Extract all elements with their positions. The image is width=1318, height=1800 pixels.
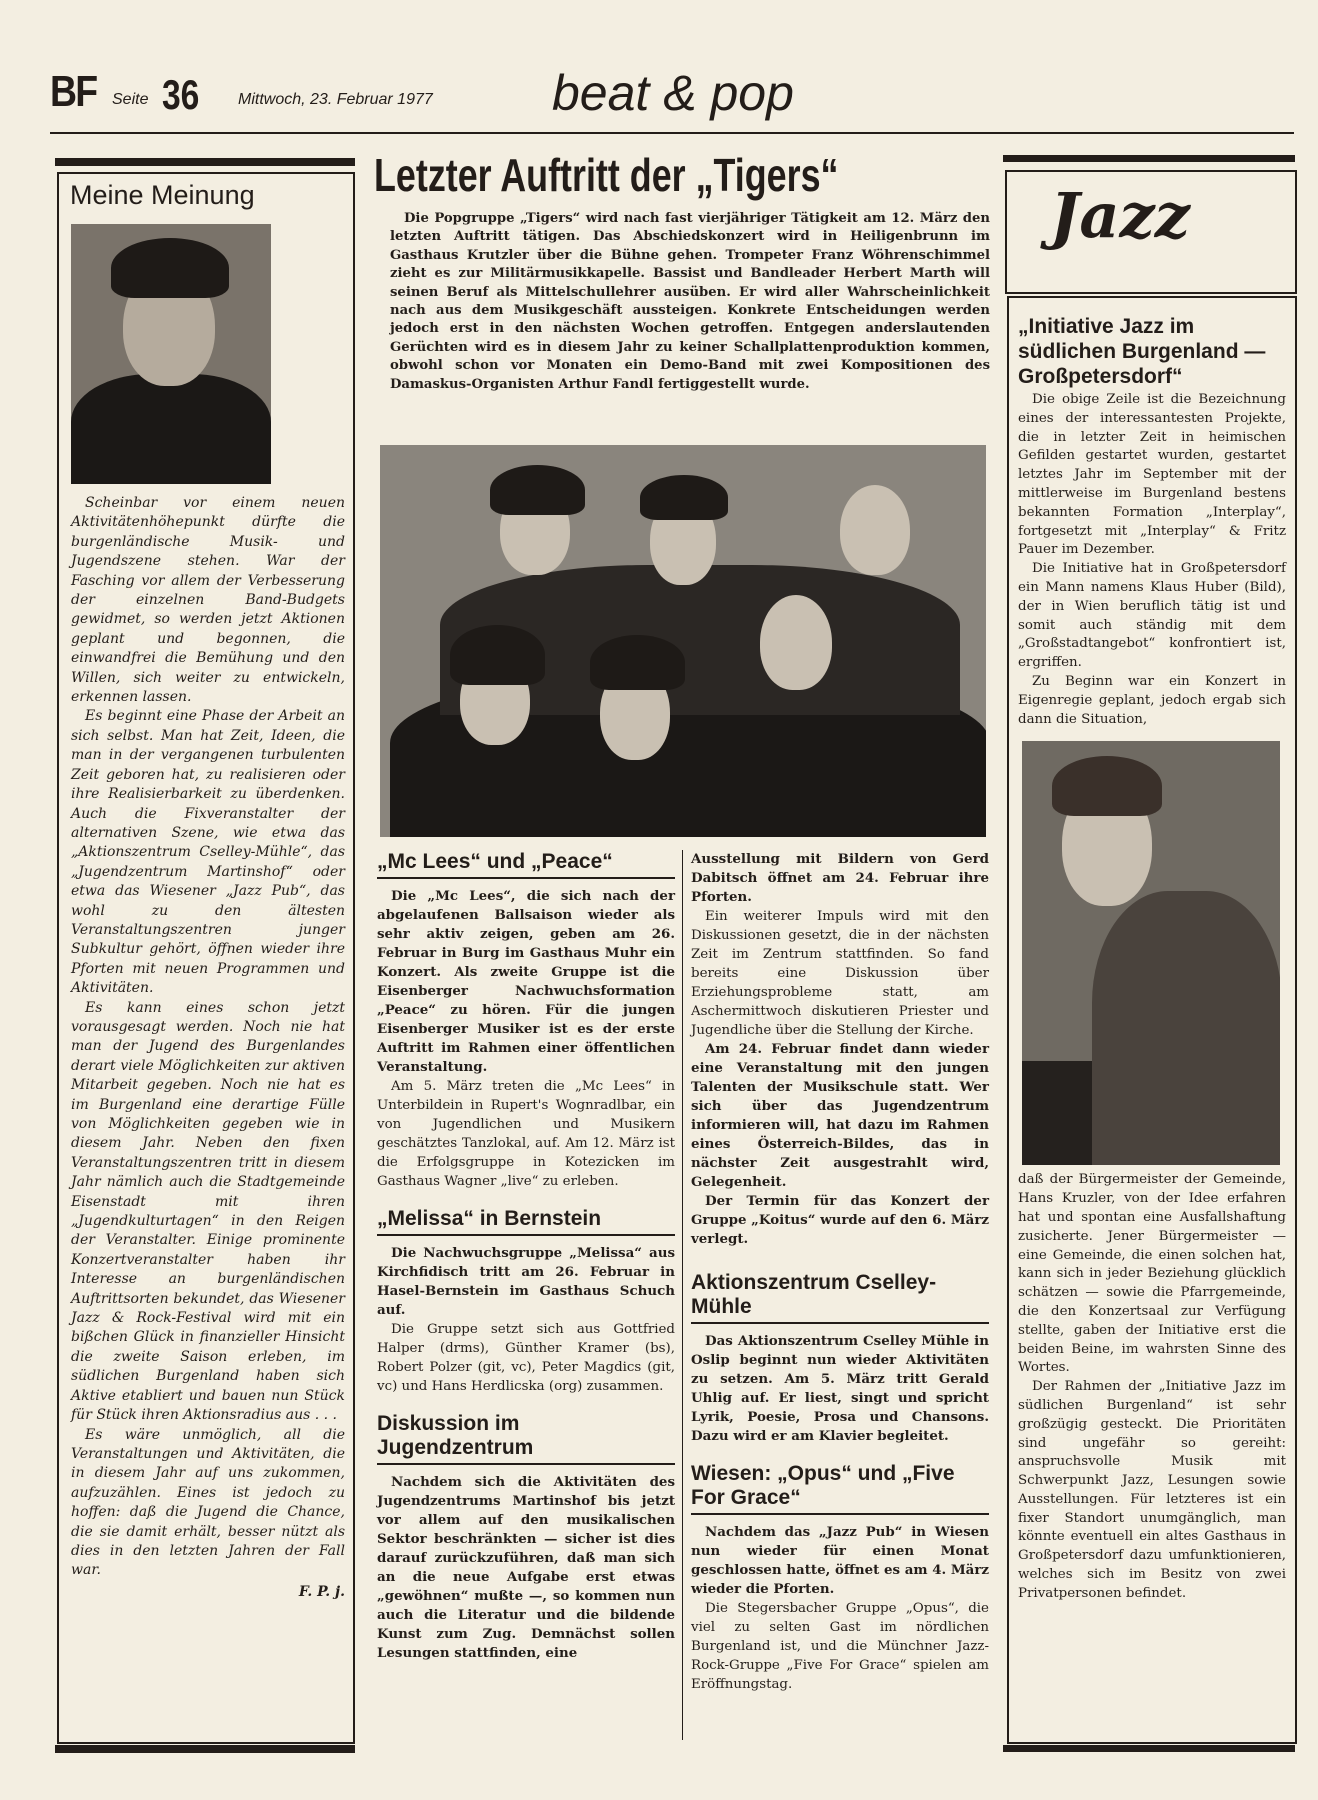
lead-paragraph: Die Popgruppe „Tigers“ wird nach fast vierjähriger Tätigkeit am 12. März den letzten Auftritt tätigen. Das Abschiedskonzert wird in Heiligenbrunn im Gasthaus Krutzler über die Bühne gehen. Trompeter Franz Wöhrenschimmel zieht es zur Militärmusikkapelle. Bassist und Bandleader Herbert Marth will seinen Beruf als Mittelschullehrer ausüben. Er wird aller Wahrscheinlichkeit nach aus dem Musikgeschäft aussteigen. Konkrete Entscheidungen werden jedoch erst in den nächsten Wochen getroffen. Entgegen anderslautenden Gerüchten wird es in diesem Jahr zu keiner Schallplattenproduktion kommen, obwohl schon vor Monaten ein Demo-Band mit zwei Kompositionen des Damaskus-Organisten Arthur Fandl fertiggestellt wurde. xyxy=(390,211,990,392)
klaus-huber-photo xyxy=(1022,741,1280,1165)
band-photo xyxy=(380,445,986,837)
article-paragraph: Die Stegersbacher Gruppe „Opus“, die viel zu selten Gast im nördlichen Burgenland ist, und die Münchner Jazz-Rock-Gruppe „Five For Grace“ spielen am Eröffnungstag. xyxy=(691,1601,989,1692)
article-paragraph: Die obige Zeile ist die Bezeichnung eines der interessantesten Projekte, die in letzter Zeit in heimischen Gefilden gestartet wurden, gestartet letztes Jahr im September mit der mittlerweise im Burgenland bestens bekannten Formation „Interplay“, fortgesetzt mit „Interplay“ & Fritz Pauer im Dezember. xyxy=(1018,392,1286,558)
subheading-aktionszentrum: Aktionszentrum Cselley-Mühle xyxy=(691,1271,989,1324)
opinion-text xyxy=(71,494,345,1603)
article-paragraph: Die Gruppe setzt sich aus Gottfried Halper (drms), Günther Kramer (bs), Robert Polzer (git, vc), Peter Magdics (git, vc) und Hans Herdlicska (org) zusammen. xyxy=(377,1322,675,1394)
opinion-paragraph: Es beginnt eine Phase der Arbeit an sich selbst. Man hat Zeit, Ideen, die man in der vergangenen turbulenten Zeit geboren hat, zu realisieren oder ihre Realisierbarkeit zu überdenken. Auch die Fixveranstalter der alternativen Szene, wie etwa das „Aktionszentrum Cselley-Mühle“, das „Jugendzentrum Martinshof“ oder etwa das Wiesener „Jazz Pub“, das wohl zu den ältesten Veranstaltungszentren junger Subkultur gehört, öffnen wieder ihre Pforten mit neuen Programmen und Aktivitäten. xyxy=(71,708,345,997)
header-rule xyxy=(50,132,1294,134)
column-divider xyxy=(682,850,683,1740)
main-headline: Letzter Auftritt der „Tigers“ xyxy=(374,149,839,201)
opinion-paragraph: Es wäre unmöglich, all die Veranstaltungen und Aktivitäten, die in diesem Jahr auf uns zukommen, aufzuzählen. Eines ist jedoch zu hoffen: daß die Jugend die Chance, die sie damit erhält, besser nützt als dies in den letzten Jahren der Fall war. xyxy=(71,1426,345,1579)
opinion-paragraph: Es kann eines schon jetzt vorausgesagt werden. Noch nie hat man der Jugend des Burgenlandes derart viele Möglichkeiten zur aktiven Mitarbeit gegeben. Noch nie hat es im Burgenland eine derartige Fülle von Möglichkeiten gegeben wie in diesem Jahr. Neben den fixen Veranstaltungszentren tritt in diesem Jahr nämlich auch die Stadtgemeinde Eisenstadt mit ihren „Jugendkulturtagen“ in den Reigen der Veranstalter. Einige prominente Konzertveranstalter haben ihr Interesse an burgenländischen Auftrittsorten bekundet, das Wiesener Jazz & Rock-Festival wird mit ein bißchen Glück in finanzieller Hinsicht die zweite Saison erleben, im südlichen Burgenland haben sich Aktive etabliert und bauen nun Stück für Stück ihren Aktionsradius aus . . . xyxy=(71,999,345,1424)
opinion-paragraph: Scheinbar vor einem neuen Aktivitätenhöhepunkt dürfte die burgenländische Musik- und Jugendszene stehen. War der Fasching vor allem der Verbesserung der einzelnen Band-Budgets gewidmet, so werden jetzt Aktionen geplant und begonnen, die einwandfrei die Bemühung und den Willen, sich weiter zu entwickeln, erkennen lassen. xyxy=(71,495,345,706)
article-paragraph: Am 24. Februar findet dann wieder eine Veranstaltung mit den jungen Talenten der Musikschule statt. Wer sich über das Jugendzentrum informieren will, hat dazu im Rahmen eines Österreich-Bildes, das in nächster Zeit ausgestrahlt wird, Gelegenheit. xyxy=(691,1041,989,1190)
jazz-title: Jazz xyxy=(1050,179,1190,252)
subheading-wiesen: Wiesen: „Opus“ und „Five For Grace“ xyxy=(691,1462,989,1515)
opinion-top-bar xyxy=(55,158,355,166)
opinion-bottom-bar xyxy=(55,1745,355,1753)
article-paragraph: Das Aktionszentrum Cselley Mühle in Oslip beginnt nun wieder Aktivitäten zu setzen. Am 5. März tritt Gerald Uhlig auf. Er liest, singt und spricht Lyrik, Poesie, Prosa und Chansons. Dazu wird er am Klavier begleitet. xyxy=(691,1333,989,1444)
main-column-b xyxy=(691,850,989,1694)
jazz-bottom-bar xyxy=(1003,1745,1295,1752)
article-paragraph: Die Nachwuchsgruppe „Melissa“ aus Kirchfidisch tritt am 26. Februar in Hasel-Bernstein im Gasthaus Schuch auf. xyxy=(377,1245,675,1318)
page-label: Seite xyxy=(112,91,149,108)
main-column-a xyxy=(377,850,675,1663)
subheading-mc-lees: „Mc Lees“ und „Peace“ xyxy=(377,850,675,879)
newspaper-logo: BF xyxy=(50,67,97,116)
article-paragraph: Zu Beginn war ein Konzert in Eigenregie geplant, jedoch ergab sich dann die Situation, xyxy=(1018,673,1286,727)
article-paragraph: Ein weiterer Impuls wird mit den Diskussionen gesetzt, die in der nächsten Zeit im Zentrum stattfinden. So fand bereits eine Diskussion über Erziehungsprobleme statt, am Aschermittwoch diskutieren Priester und Jugendliche über die Stellung der Kirche. xyxy=(691,909,989,1038)
article-paragraph: Der Termin für das Konzert der Gruppe „Koitus“ wurde auf den 6. März verlegt. xyxy=(691,1193,989,1247)
article-paragraph: Die Initiative hat in Großpetersdorf ein Mann namens Klaus Huber (Bild), der in Wien beruflich tätig ist und somit auch ständig mit dem „Großstadtangebot“ konfrontiert ist, ergriffen. xyxy=(1018,561,1286,671)
page-number: 36 xyxy=(162,71,200,118)
article-paragraph: daß der Bürgermeister der Gemeinde, Hans Kruzler, von der Idee erfahren hat und spontan eine Ausfallshaftung zusicherte. Jener Bürgermeister — eine Gemeinde, die einen solchen hat, kann sich in jeder Beziehung glücklich schätzen — sowie die Pfarrgemeinde, die den Konzertsaal zur Verfügung stellte, gaben der Initiative erst die beiden Beine, im wahrsten Sinne des Wortes. xyxy=(1018,1172,1286,1376)
subheading-diskussion: Diskussion im Jugendzentrum xyxy=(377,1412,675,1465)
article-paragraph: Nachdem das „Jazz Pub“ in Wiesen nun wieder für einen Monat geschlossen hatte, öffnet es am 4. März wieder die Pforten. xyxy=(691,1524,990,1597)
issue-date: Mittwoch, 23. Februar 1977 xyxy=(238,91,433,108)
article-paragraph: Nachdem sich die Aktivitäten des Jugendzentrums Martinshof bis jetzt vor allem auf den musikalischen Sektor beschränkten — sicher ist dies darauf zurückzuführen, daß man sich an die neue Aufgabe erst etwas „gewöhnen“ mußte —, so kommen nun auch die Literatur und die bildende Kunst zum Zug. Demnächst sollen Lesungen stattfinden, eine xyxy=(377,1474,675,1661)
author-photo xyxy=(71,224,271,484)
jazz-top-bar xyxy=(1003,155,1295,162)
jazz-article xyxy=(1018,314,1286,1604)
opinion-title: Meine Meinung xyxy=(70,180,255,210)
jazz-headline: „Initiative Jazz im südlichen Burgenland — Großpetersdorf“ xyxy=(1018,315,1266,388)
article-paragraph: Ausstellung mit Bildern von Gerd Dabitsch öffnet am 24. Februar ihre Pforten. xyxy=(691,851,989,905)
opinion-signature: F. P. j. xyxy=(298,1583,345,1600)
section-title: beat & pop xyxy=(552,65,794,121)
subheading-melissa: „Melissa“ in Bernstein xyxy=(377,1207,675,1236)
article-paragraph: Die „Mc Lees“, die sich nach der abgelaufenen Ballsaison wieder als sehr aktiv zeigen, geben am 26. Februar in Burg im Gasthaus Muhr ein Konzert. Als zweite Gruppe ist die Eisenberger Nachwuchsformation „Peace“ zu hören. Für die jungen Eisenberger Musiker ist es der erste Auftritt im Rahmen einer öffentlichen Veranstaltung. xyxy=(377,888,675,1075)
main-lead xyxy=(390,210,990,394)
article-paragraph: Der Rahmen der „Initiative Jazz im südlichen Burgenland“ ist sehr großzügig gesteckt. Die Prioritäten sind ungefähr so gereiht: anspruchsvolle Musik mit Schwerpunkt Jazz, Lesungen sowie Ausstellungen. Für letzteres ist ein fixer Standort unumgänglich, man könnte eventuell ein altes Gasthaus in Großpetersdorf dazu umfunktionieren, welches sich im Besitz von zwei Privatpersonen befindet. xyxy=(1018,1379,1286,1601)
article-paragraph: Am 5. März treten die „Mc Lees“ in Unterbildein in Rupert's Wognradlbar, ein von Jugendlichen und Musikern geschätztes Tanzlokal, auf. Am 12. März ist die Erfolgsgruppe in Kotezicken im Gasthaus Wagner „live“ zu erleben. xyxy=(377,1079,675,1189)
